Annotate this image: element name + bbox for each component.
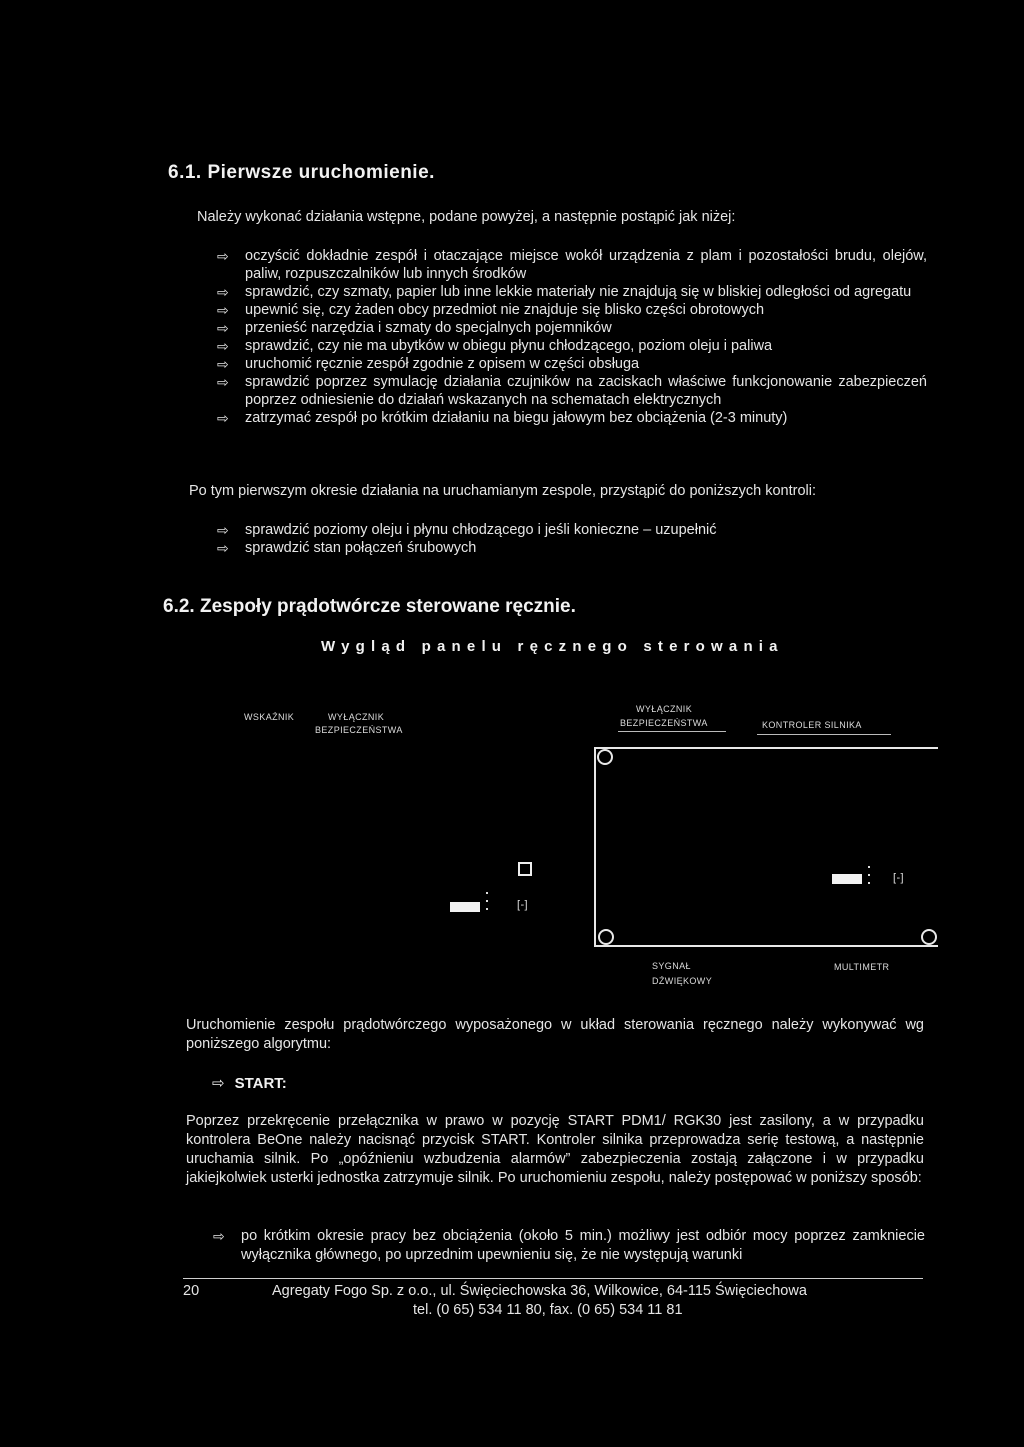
dot: [486, 892, 488, 894]
section-heading-6-1: 6.1. Pierwsze uruchomienie.: [168, 162, 435, 183]
list-item: ⇨ sprawdzić, czy szmaty, papier lub inne lekkie materiały nie znajdują się w bliskiej odległości od agregatu: [217, 284, 912, 300]
arrow-right-icon: ⇨: [217, 356, 229, 372]
small-label: [-]: [517, 899, 528, 911]
page-number: 20: [183, 1283, 200, 1299]
list-item: ⇨ oczyścić dokładnie zespół i otaczające miejsce wokół urządzenia z plam i pozostałości brudu, olejów, paliw, rozpuszczalników lub innych środków: [217, 248, 927, 282]
small-label: [-]: [893, 872, 904, 884]
engine-controller-label: KONTROLER SILNIKA: [762, 720, 862, 730]
dot: [486, 908, 488, 910]
footer-divider: [183, 1278, 923, 1279]
indicator-lamp: [832, 874, 862, 884]
after-start-list: [213, 1227, 925, 1265]
footer-contact: tel. (0 65) 534 11 80, fax. (0 65) 534 11 81: [413, 1302, 683, 1318]
manual-start-paragraph: Uruchomienie zespołu prądotwórczego wyposażonego w układ sterowania ręcznego należy wykonywać wg poniższego algorytmu:: [186, 1017, 924, 1052]
after-first-run-text: Po tym pierwszym okresie działania na uruchamianym zespole, przystąpić do poniższych kontroli:: [189, 483, 816, 499]
list-item: ⇨ sprawdzić poprzez symulację działania czujników na zaciskach właściwe funkcjonowanie zabezpieczeń poprzez odniesienie do działań wskazanych na schematach elektrycznych: [217, 374, 927, 408]
footer-address: Agregaty Fogo Sp. z o.o., ul. Święciechowska 36, Wilkowice, 64-115 Święciechowa: [272, 1283, 807, 1299]
list-item: ⇨ zatrzymać zespół po krótkim działaniu na biegu jałowym bez obciążenia (2-3 minuty): [217, 410, 788, 426]
start-description-paragraph: Poprzez przekręcenie przełącznika w prawo w pozycję START PDM1/ RGK30 jest zasilony, a w przypadku kontrolera BeOne należy nacisnąć przycisk START. Kontroler silnika przeprowadza serię testową, a następnie uruchamia silnik. Po „opóźnieniu wzbudzenia alarmów” zabezpieczenia zostają załączone i w przypadku jakiejkolwiek usterki jednostka zatrzymuje silnik. Po uruchomieniu zespołu, należy postępować w poniższy sposób:: [186, 1113, 924, 1186]
checks-list: [217, 521, 917, 557]
multimeter-label: MULTIMETR: [834, 962, 890, 972]
arrow-right-icon: ⇨: [217, 522, 229, 538]
panel-outline: [594, 747, 938, 947]
list-item: ⇨ uruchomić ręcznie zespół zgodnie z opisem w części obsługa: [217, 356, 640, 372]
safety-switch-label-left-2: BEZPIECZEŃSTWA: [315, 725, 403, 735]
arrow-right-icon: ⇨: [213, 1228, 225, 1244]
sound-signal-label-1: SYGNAŁ: [652, 961, 691, 971]
arrow-right-icon: ⇨: [217, 320, 229, 336]
screw-icon: [921, 929, 937, 945]
safety-switch-label-right-1: WYŁĄCZNIK: [636, 704, 693, 714]
first-start-steps-list: [217, 247, 927, 427]
section-heading-6-2: 6.2. Zespoły prądotwórcze sterowane ręcznie.: [163, 596, 576, 617]
list-item: ⇨ sprawdzić poziomy oleju i płynu chłodzącego i jeśli konieczne – uzupełnić: [217, 522, 717, 538]
safety-switch-label-right-2: BEZPIECZEŃSTWA: [620, 718, 708, 728]
indicator-label: WSKAŹNIK: [244, 712, 295, 722]
panel-title: Wygląd panelu ręcznego sterowania: [321, 638, 784, 655]
list-item: ⇨ przenieść narzędzia i szmaty do specjalnych pojemników: [217, 320, 612, 336]
label-underline: [618, 731, 726, 732]
arrow-right-icon: ⇨: [217, 338, 229, 354]
arrow-right-icon: ⇨: [217, 284, 229, 300]
switch-icon: [518, 862, 532, 876]
arrow-right-icon: ⇨: [217, 374, 229, 390]
list-item: ⇨ upewnić się, czy żaden obcy przedmiot nie znajduje się blisko części obrotowych: [217, 302, 765, 318]
sound-signal-label-2: DŹWIĘKOWY: [652, 976, 713, 986]
dot: [868, 882, 870, 884]
arrow-right-icon: ⇨: [217, 410, 229, 426]
dot: [486, 900, 488, 902]
indicator-lamp: [450, 902, 480, 912]
list-item: ⇨ po krótkim okresie pracy bez obciążenia (około 5 min.) możliwy jest odbiór mocy poprzez zamkniecie wyłącznika głównego, po uprzednim upewnieniu się, że nie występują warunki: [213, 1228, 925, 1263]
screw-icon: [598, 929, 614, 945]
dot: [868, 874, 870, 876]
arrow-right-icon: ⇨: [217, 540, 229, 556]
list-item: ⇨ sprawdzić, czy nie ma ubytków w obiegu płynu chłodzącego, poziom oleju i paliwa: [217, 338, 773, 354]
dot: [868, 866, 870, 868]
intro-text: Należy wykonać działania wstępne, podane powyżej, a następnie postąpić jak niżej:: [197, 209, 736, 225]
start-label: START:: [234, 1075, 287, 1092]
list-item: ⇨ sprawdzić stan połączeń śrubowych: [217, 540, 477, 556]
start-step: [212, 1074, 287, 1092]
label-underline: [757, 734, 891, 735]
arrow-right-icon: ⇨: [217, 302, 229, 318]
screw-icon: [597, 749, 613, 765]
safety-switch-label-left-1: WYŁĄCZNIK: [328, 712, 385, 722]
arrow-right-icon: ⇨: [217, 248, 229, 264]
arrow-right-icon: ⇨: [212, 1075, 225, 1092]
